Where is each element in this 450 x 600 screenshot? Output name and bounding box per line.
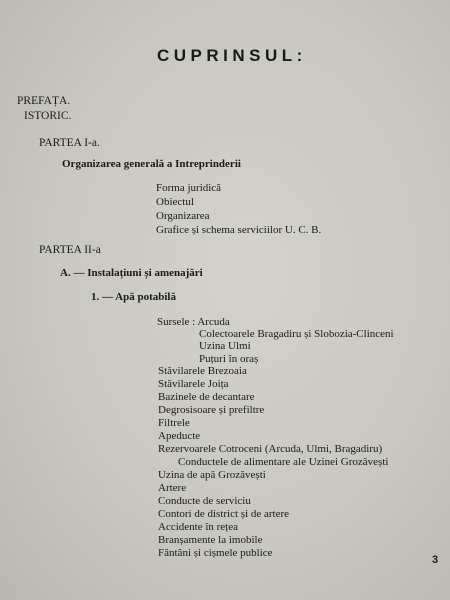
toc-item: Stăvilarele Joița <box>158 378 229 390</box>
toc-item: Forma juridică <box>156 182 222 194</box>
toc-item: Stăvilarele Brezoaia <box>158 365 247 377</box>
toc-item: Uzina de apă Grozăvești <box>158 469 266 481</box>
toc-item: Conductele de alimentare ale Uzinei Grozăvești <box>178 456 389 468</box>
page-number: 3 <box>432 554 439 566</box>
toc-item: Rezervoarele Cotroceni (Arcuda, Ulmi, Bragadiru) <box>158 443 383 455</box>
toc-part1-heading: PARTEA I-a. <box>39 137 100 149</box>
toc-item: Bazinele de decantare <box>158 391 255 403</box>
toc-sources-label: Sursele : Arcuda <box>157 316 230 328</box>
toc-preface: PREFAȚA. <box>17 95 71 107</box>
toc-part1-subheading: Organizarea generală a Intreprinderii <box>62 158 241 170</box>
toc-item: Grafice și schema serviciilor U. C. B. <box>156 224 322 236</box>
toc-part2-heading: PARTEA II-a <box>39 244 101 256</box>
toc-history: ISTORIC. <box>24 110 72 122</box>
toc-item: Apeducte <box>158 430 201 442</box>
toc-item: Artere <box>158 482 187 494</box>
toc-source-sub: Puțuri în oraș <box>199 353 259 365</box>
toc-source-sub: Uzina Ulmi <box>199 340 251 352</box>
toc-item: Organizarea <box>156 210 210 222</box>
toc-source-sub: Colectoarele Bragadiru și Slobozia-Clinceni <box>199 328 394 340</box>
toc-item: Filtrele <box>158 417 190 429</box>
toc-item: Conducte de serviciu <box>158 495 251 507</box>
toc-section-a: A. — Instalațiuni și amenajări <box>60 267 203 279</box>
toc-item: Branșamente la imobile <box>158 534 263 546</box>
toc-item: Accidente în rețea <box>158 521 239 533</box>
toc-item: Contori de district și de artere <box>158 508 290 520</box>
toc-section-1: 1. — Apă potabilă <box>91 291 176 303</box>
toc-item: Obiectul <box>156 196 194 208</box>
toc-item: Degrosisoare și prefiltre <box>158 404 265 416</box>
page-title: CUPRINSUL: <box>157 46 307 65</box>
toc-item: Fântâni și cișmele publice <box>158 547 273 559</box>
